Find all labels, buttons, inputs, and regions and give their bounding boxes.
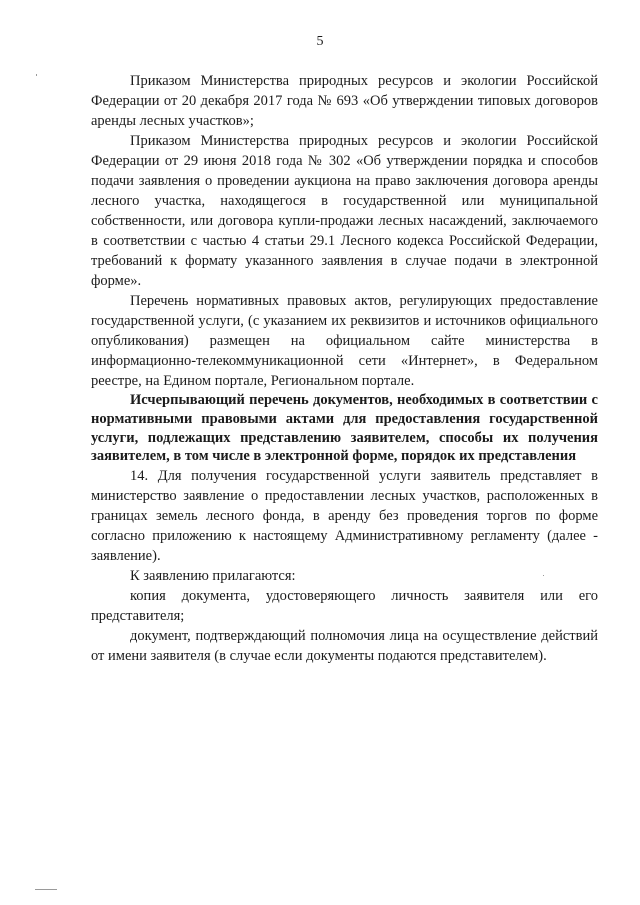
document-body [91,71,598,666]
paragraph-order-693: Приказом Министерства природных ресурсов и экологии Российской Федерации от 20 декабря 2017 года № 693 «Об утверждении типовых договоров аренды лесных участков»; [91,73,598,129]
section-heading: Исчерпывающий перечень документов, необходимых в соответствии с нормативными правовыми актами для предоставления государственной услуги, подлежащих представлению заявителем, способы их получения заявителем, в том числе в электронной форме, порядок их представления [91,392,598,465]
paragraph-authority-document: документ, подтверждающий полномочия лица на осуществление действий от имени заявителя (в случае если документы подаются представителем). [91,628,598,665]
paragraph-attachments-intro: К заявлению прилагаются: [130,568,296,585]
scan-speck [35,889,57,890]
page-number: 5 [316,34,324,49]
paragraph-identity-copy: копия документа, удостоверяющего личность заявителя или его представителя; [91,588,598,625]
paragraph-legal-acts-list: Перечень нормативных правовых актов, регулирующих предоставление государственной услуги, (с указанием их реквизитов и источников официального опубликования) размещен на официальном сайте министерства в информационно-телекоммуникационной сети «Интернет», в Федеральном реестре, на Едином портале, Региональном портале. [91,293,598,389]
paragraph-14: 14. Для получения государственной услуги заявитель представляет в министерство заявление о предоставлении лесных участков, расположенных в границах земель лесного фонда, в аренду без проведения торгов по форме согласно приложению к настоящему Административному регламенту (далее - заявление). [91,468,598,565]
scan-speck [543,575,544,576]
paragraph-order-302: Приказом Министерства природных ресурсов и экологии Российской Федерации от 29 июня 2018 года № 302 «Об утверждении порядка и способов подачи заявления о проведении аукциона на право заключения договора аренды лесного участка, находящегося в государственной или муниципальной собственности, или договора купли-продажи лесных насаждений, заключаемого в соответствии с частью 4 статьи 29.1 Лесного кодекса Российской Федерации, требований к формату указанного заявления в случае подачи в электронной форме». [91,133,598,289]
scan-speck [36,74,37,76]
